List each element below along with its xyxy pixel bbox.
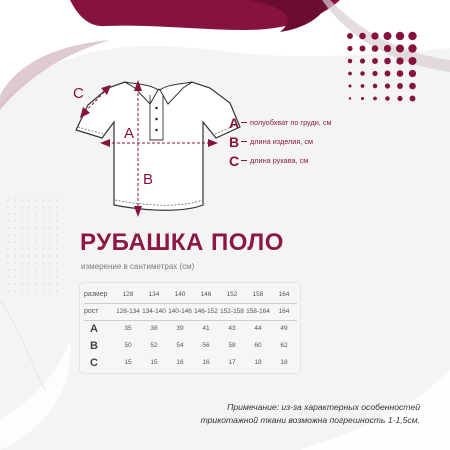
tolerance-note xyxy=(190,401,420,427)
size-cell: 158 xyxy=(245,286,271,303)
size-cell: 134 xyxy=(141,286,167,303)
value-cell: 58 xyxy=(228,342,236,349)
note-line-1: Примечание: из-за характерных особенностей xyxy=(227,402,420,412)
size-cell: 140 xyxy=(167,286,193,303)
value-cell: 16 xyxy=(176,359,184,366)
measure-b-arrow-bottom xyxy=(134,206,142,217)
measurement-legend xyxy=(229,113,439,170)
value-cell: 49 xyxy=(280,325,288,333)
value-cell: 50 xyxy=(124,342,132,349)
value-cell: 18 xyxy=(254,359,262,366)
legend-item-c xyxy=(229,151,439,170)
diagram-label-b: B xyxy=(143,171,154,188)
size-cell: 146 xyxy=(193,286,219,303)
height-cell: 164 xyxy=(271,303,297,320)
height-cell: 128-134 xyxy=(115,303,141,320)
shirt-body xyxy=(76,82,240,210)
size-cell: 164 xyxy=(271,286,297,303)
value-cell: 17 xyxy=(228,359,236,366)
value-cell: 15 xyxy=(124,359,132,366)
value-cell: 54 xyxy=(176,342,184,349)
diagram-label-a: A xyxy=(124,125,135,142)
value-cell: 56 xyxy=(202,342,210,349)
note-line-2: трикотажной ткани возможна погрешность 1-1,5см. xyxy=(200,415,420,425)
height-row xyxy=(84,303,297,320)
measure-a-arrow-left xyxy=(100,139,110,147)
height-cell: 146-152 xyxy=(193,303,219,320)
value-cell: 38 xyxy=(150,325,158,333)
legend-dash xyxy=(241,160,247,162)
height-cell: 134-140 xyxy=(141,303,167,320)
value-cell: 41 xyxy=(202,325,210,333)
measure-a-arrow-right xyxy=(208,139,218,147)
value-cell: 35 xyxy=(124,325,132,333)
legend-item-a xyxy=(229,113,439,132)
button-3 xyxy=(155,129,158,132)
legend-text: полуобхват по груди, см xyxy=(250,118,332,127)
product-title: РУБАШКА ПОЛО xyxy=(80,229,284,256)
legend-dash xyxy=(241,141,247,143)
size-table-card xyxy=(79,282,301,374)
size-cell: 128 xyxy=(115,286,141,303)
value-cell: 16 xyxy=(202,359,210,366)
size-table xyxy=(84,286,297,371)
measure-row-a xyxy=(84,320,297,337)
measure-row-b xyxy=(84,337,297,354)
size-label: размер xyxy=(84,286,115,303)
value-cell: 15 xyxy=(150,359,158,366)
value-cell: 39 xyxy=(176,325,184,333)
legend-item-b xyxy=(229,132,439,151)
value-cell: 44 xyxy=(254,325,262,333)
legend-dash xyxy=(241,122,247,124)
value-cell: 18 xyxy=(280,359,288,366)
value-cell: 60 xyxy=(254,342,262,349)
row-letter: B xyxy=(90,339,98,352)
diagram-label-c: C xyxy=(73,85,84,102)
button-2 xyxy=(155,118,158,121)
value-cell: 62 xyxy=(280,342,288,349)
legend-letter: C xyxy=(229,152,240,169)
size-cell: 152 xyxy=(219,286,245,303)
height-cell: 140-146 xyxy=(167,303,193,320)
button-1 xyxy=(155,107,158,110)
measure-row-c xyxy=(84,354,297,371)
height-cell: 158-164 xyxy=(245,303,271,320)
size-row xyxy=(84,286,297,303)
legend-text: длина изделия, см xyxy=(250,137,314,146)
legend-text: длина рукава, см xyxy=(250,156,309,165)
height-cell: 152-158 xyxy=(219,303,245,320)
legend-letter: B xyxy=(229,133,240,150)
value-cell: 52 xyxy=(150,342,158,349)
row-letter: C xyxy=(90,356,98,369)
height-label: рост xyxy=(84,303,115,320)
units-subtitle: измерение в сантиметрах (см) xyxy=(81,262,195,271)
row-letter: A xyxy=(90,322,98,335)
value-cell: 43 xyxy=(228,325,236,333)
legend-letter: A xyxy=(229,114,240,131)
